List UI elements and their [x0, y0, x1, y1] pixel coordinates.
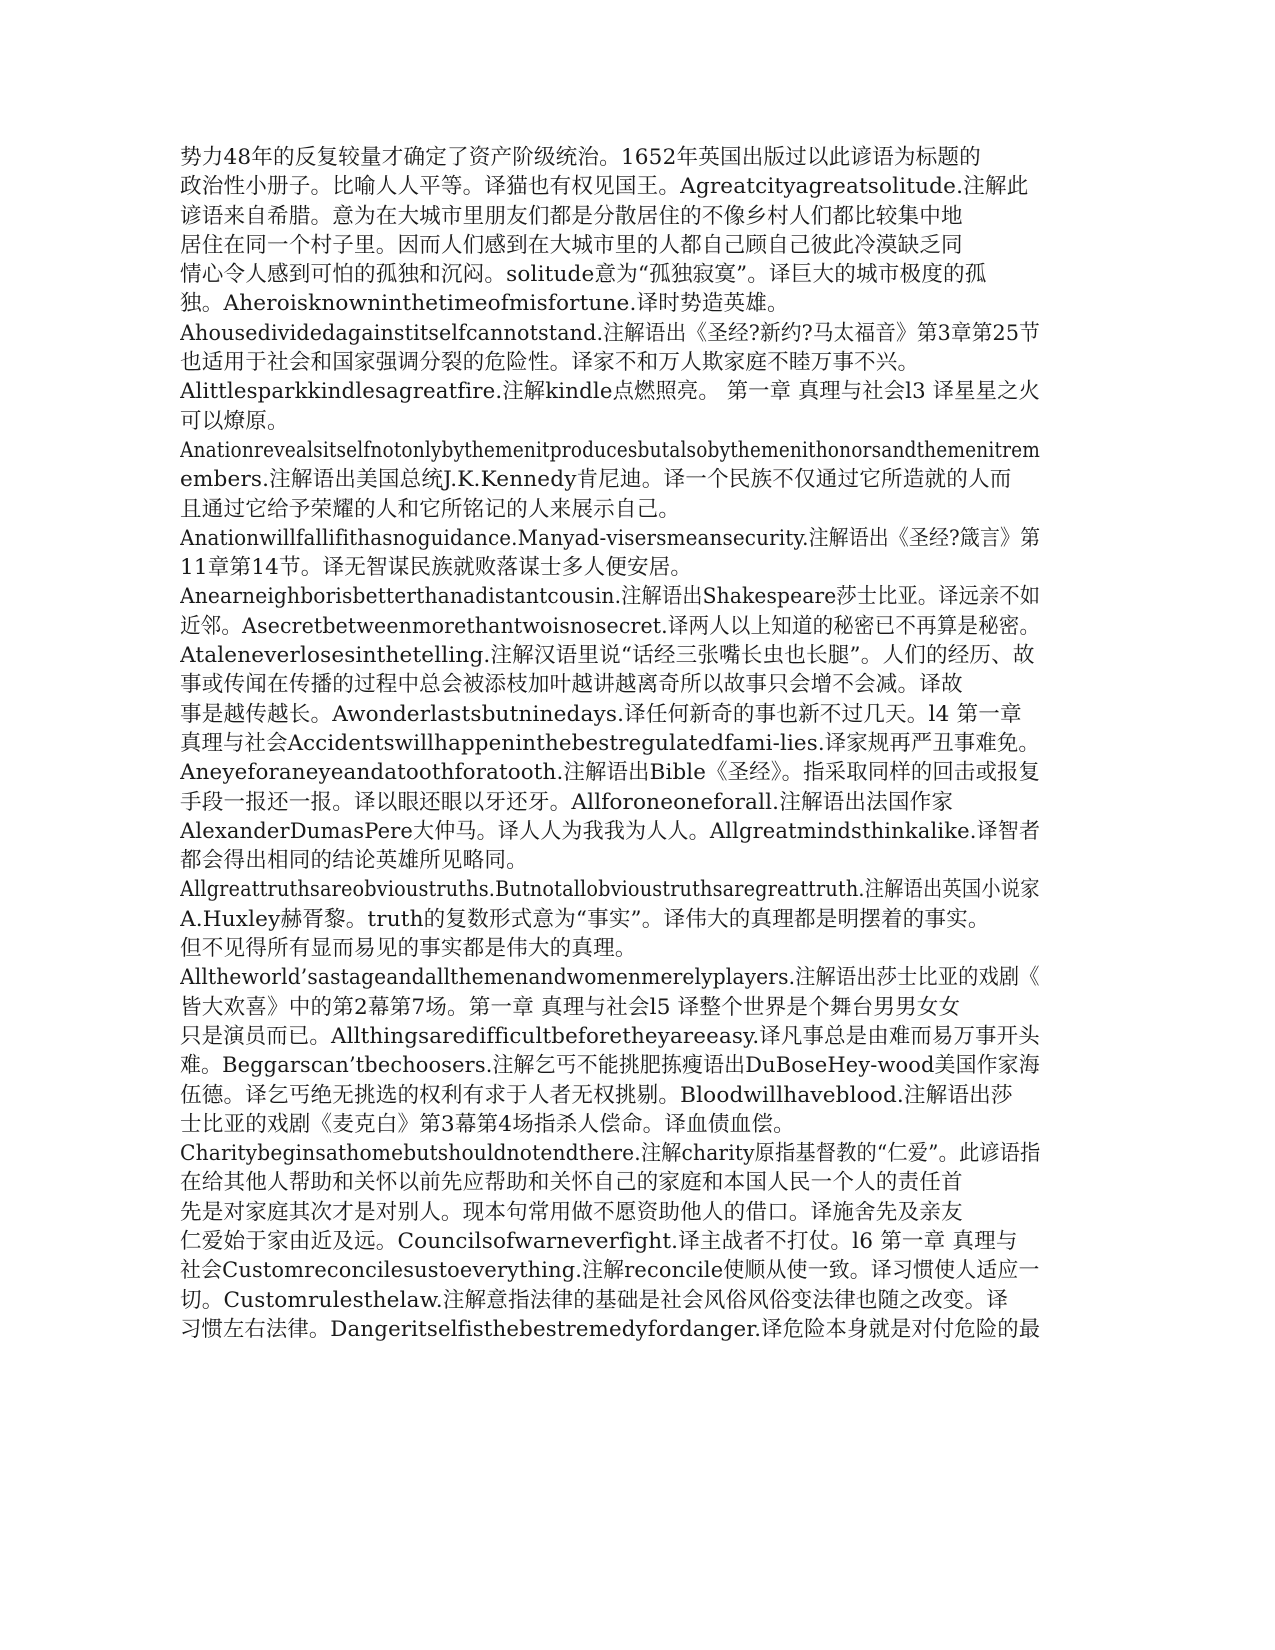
text-line: AlexanderDumasPere大仲马。译人人为我我为人人。Allgreatmindsthinkalike.译智者 — [180, 818, 1041, 844]
text-line: 谚语来自希腊。意为在大城市里朋友们都是分散居住的不像乡村人们都比较集中地 — [180, 203, 963, 229]
text-line: Anearneighborisbetterthanadistantcousin.注解语出Shakespeare莎士比亚。译远亲不如 — [180, 584, 1040, 610]
text-line: embers.注解语出美国总统J.K.Kennedy肯尼迪。译一个民族不仅通过它所造就的人而 — [180, 467, 1012, 493]
text-line: 手段一报还一报。译以眼还眼以牙还牙。Allforoneoneforall.注解语出法国作家 — [180, 789, 954, 815]
text-line: Ahousedividedagainstitselfcannotstand.注解语出《圣经?新约?马太福音》第3章第25节 — [180, 320, 1040, 346]
text-line: 且通过它给予荣耀的人和它所铭记的人来展示自己。 — [180, 496, 681, 522]
text-line: Charitybeginsathomebutshouldnotendthere.注解charity原指基督教的“仁爱”。此谚语指 — [180, 1141, 1040, 1167]
text-line: 但不见得所有显而易见的事实都是伟大的真理。 — [180, 936, 637, 962]
text-line: 皆大欢喜》中的第2幕第7场。第一章 真理与社会l5 译整个世界是个舞台男男女女 — [180, 994, 961, 1020]
text-line: 情心令人感到可怕的孤独和沉闷。solitude意为“孤独寂寞”。译巨大的城市极度的孤 — [180, 262, 987, 288]
text-line: 真理与社会Accidentswillhappeninthebestregulatedfami-lies.译家规再严丑事难免。 — [180, 730, 1040, 756]
text-line: 政治性小册子。比喻人人平等。译猫也有权见国王。Agreatcityagreatsolitude.注解此 — [180, 174, 1029, 200]
text-line: 近邻。Asecretbetweenmorethantwoisnosecret.译两人以上知道的秘密已不再算是秘密。 — [180, 613, 1040, 639]
text-line: 也适用于社会和国家强调分裂的危险性。译家不和万人欺家庭不睦万事不兴。 — [180, 350, 920, 376]
text-line: 只是演员而已。Allthingsaredifficultbeforetheyareeasy.译凡事总是由难而易万事开头 — [180, 1023, 1040, 1049]
text-line: 切。Customrulesthelaw.注解意指法律的基础是社会风俗风俗变法律也随之改变。译 — [180, 1287, 1009, 1313]
text-line: 11章第14节。译无智谋民族就败落谋士多人便安居。 — [180, 555, 693, 581]
text-line: 习惯左右法律。Dangeritselfisthebestremedyfordanger.译危险本身就是对付危险的最 — [180, 1316, 1041, 1342]
text-line: Ataleneverlosesinthetelling.注解汉语里说“话经三张嘴长虫也长腿”。人们的经历、故 — [180, 643, 1035, 669]
text-line: 都会得出相同的结论英雄所见略同。 — [180, 848, 528, 874]
text-line: Anationrevealsitselfnotonlybythemenitproducesbutalsobythemenithonorsandthemenitrem — [180, 437, 1040, 463]
text-line: 事或传闻在传播的过程中总会被添枝加叶越讲越离奇所以故事只会增不会减。译故 — [180, 672, 963, 698]
text-line: 可以燎原。 — [180, 408, 289, 434]
text-line: 伍德。译乞丐绝无挑选的权利有求于人者无权挑剔。Bloodwillhaveblood.注解语出莎 — [180, 1082, 1013, 1108]
text-line: 在给其他人帮助和关怀以前先应帮助和关怀自己的家庭和本国人民一个人的责任首 — [180, 1170, 963, 1196]
text-line: 士比亚的戏剧《麦克白》第3幕第4场指杀人偿命。译血债血偿。 — [180, 1111, 795, 1137]
text-line: 独。Aheroisknowninthetimeofmisfortune.译时势造英雄。 — [180, 291, 789, 317]
text-line: Anationwillfallifithasnoguidance.Manyad-visersmeansecurity.注解语出《圣经?箴言》第 — [180, 525, 1040, 551]
text-line: Alittlesparkkindlesagreatfire.注解kindle点燃照亮。 第一章 真理与社会l3 译星星之火 — [180, 379, 1040, 405]
text-line: 势力48年的反复较量才确定了资产阶级统治。1652年英国出版过以此谚语为标题的 — [180, 145, 981, 170]
text-line: Allgreattruthsareobvioustruths.Butnotallobvioustruthsaregreattruth.注解语出英国小说家 — [180, 877, 1040, 903]
text-line: 先是对家庭其次才是对别人。现本句常用做不愿资助他人的借口。译施舍先及亲友 — [180, 1199, 963, 1225]
text-line: 难。Beggarscan’tbechoosers.注解乞丐不能挑肥拣瘦语出DuBoseHey-wood美国作家海 — [180, 1053, 1040, 1079]
text-line: 仁爱始于家由近及远。Councilsofwarneverfight.译主战者不打仗。l6 第一章 真理与 — [180, 1228, 1018, 1254]
text-line: Aneyeforaneyeandatoothforatooth.注解语出Bible《圣经》。指采取同样的回击或报复 — [180, 760, 1041, 786]
text-line: 事是越传越长。Awonderlastsbutninedays.译任何新奇的事也新不过几天。l4 第一章 — [180, 701, 1022, 727]
text-line: Alltheworld’sastageandallthemenandwomenmerelyplayers.注解语出莎士比亚的戏剧《 — [180, 965, 1040, 991]
text-line: 居住在同一个村子里。因而人们感到在大城市里的人都自己顾自己彼此冷漠缺乏同 — [180, 232, 963, 258]
text-line: 社会Customreconcilesustoeverything.注解reconcile使顺从使一致。译习惯使人适应一 — [180, 1258, 1040, 1284]
text-line: A.Huxley赫胥黎。truth的复数形式意为“事实”。译伟大的真理都是明摆着的事实。 — [180, 906, 990, 932]
document-body — [180, 143, 1040, 1344]
